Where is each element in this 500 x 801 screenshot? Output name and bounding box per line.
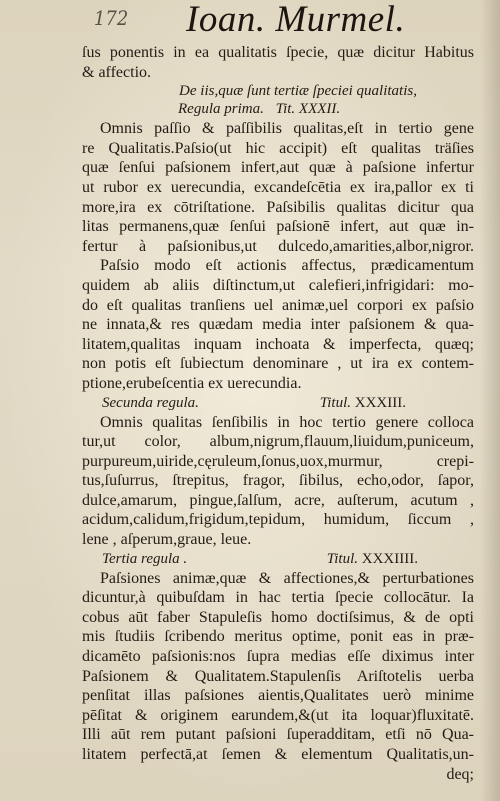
text-line: Omnis qualitas ſenſibilis in hoc tertio genere colloca — [100, 413, 474, 431]
text-line: tur,ut color, album,nigrum,flauum,liuidum,puniceum, — [82, 433, 474, 451]
text-line: purpureum,uiride,cęruleum,ſonus,uox,murmur, crepi- — [82, 452, 474, 470]
text-line: Paſsio modo eſt actionis affectus, prædicamentum — [100, 257, 474, 275]
rule-heading — [82, 550, 474, 569]
text-line: ſus ponentis in ea qualitatis ſpecie, quæ dicitur Habitus — [82, 44, 474, 61]
running-head: Ioan. Murmel. — [186, 0, 406, 40]
text-line: fertur à paſsionibus,ut dulcedo,amarities,albor,nigror. — [82, 237, 474, 255]
text-line: Omnis paſſio & paſſibilis qualitas,eſt in tertio gene — [100, 120, 474, 138]
text-line: Paſsionem & Qualitatem.Stapulenſis Ariſtotelis uerba — [82, 667, 474, 685]
text-line: quidem ab aliis diſtinctum,ut calefieri,infrigidari: mo- — [82, 276, 474, 294]
text-line: lene , aſperum,graue, leue. — [82, 531, 252, 549]
text-line: ne innata,& res quædam media inter paſsionem & qua- — [82, 316, 474, 334]
titulus-number: Titul. XXXIII. — [319, 394, 406, 411]
text-line: tus,ſuſurrus, ſtrepitus, fragor, ſibilus, echo,odor, ſapor, — [82, 472, 474, 490]
page-number: 172 — [93, 6, 129, 30]
section-heading: De iis,quæ ſunt tertiæ ſpeciei qualitatis, — [179, 83, 417, 100]
rule-label: Tertia regula . — [102, 550, 188, 567]
text-line: dicamēto paſsionis:nos ſupra medias eſſe diximus inter — [82, 648, 474, 666]
text-line: litatem perfectā,at ſemen & elementum Qualitatis,un- — [82, 746, 474, 763]
text-line: Illi aūt rem putant paſsioni ſuperadditam, etſi nō Qua- — [82, 726, 474, 744]
rule-heading — [82, 394, 474, 413]
text-line: more,ira ex cōtriſtatione. Paſsibilis qualitas dicitur qua — [82, 198, 474, 216]
text-line: ut rubor ex uerecundia, excandeſcētia ex ira,pallor ex ti — [82, 178, 474, 196]
text-line: re Qualitatis.Paſsio(ut hic accipit) eſt qualitas träſies — [82, 139, 474, 157]
text-line: litatem,qualitas inquam inchoata & imperfecta, quæq; — [82, 335, 474, 353]
text-line: acidum,calidum,frigidum,tepidum, humidum, ſiccum , — [82, 511, 474, 529]
catchword: deq; — [446, 765, 474, 783]
rule-label: Regula prima. — [178, 101, 264, 118]
text-line: do eſt qualitas tranſiens uel animæ,uel corpori ex paſsio — [82, 296, 474, 314]
text-line: cobus aūt faber Stapuleſis homo doctiſsimus, & de opti — [82, 608, 474, 626]
text-line: dulce,amarum, pingue,ſalſum, acre, auſterum, acutum , — [82, 491, 474, 509]
text-line: & affectio. — [82, 63, 152, 81]
text-line: ptione,erubeſcentia ex uerecundia. — [82, 374, 302, 392]
text-line: non potis eſt ſubiectum denominare , ut ira ex contem- — [82, 355, 474, 373]
rule-heading — [82, 100, 474, 119]
titulus-number: Titul. XXXIIII. — [326, 550, 418, 567]
text-line: quæ ſenſui paſsionem infert,aut quæ à paſsione infertur — [82, 159, 474, 177]
text-line: dicuntur,à quibuſdam in hac tertia ſpecie collocātur. Ia — [82, 589, 474, 607]
text-line: penſitat illas paſsiones aientis,Qualitates uerò minime — [82, 687, 474, 705]
rule-label: Secunda regula. — [102, 394, 199, 411]
text-line: litas permanens,quæ ſenſui paſsionē infert, aut quæ in- — [82, 218, 474, 236]
text-line: mis ſtudiis ſcribendo meritus optime, ponit eas in præ- — [82, 628, 474, 646]
text-line: Paſsiones animæ,quæ & affectiones,& perturbationes — [100, 569, 474, 587]
text-line: pēſitat & originem earundem,&(ut ita loquar)fluxitatē. — [82, 706, 474, 724]
text-block — [82, 43, 474, 784]
titulus-number: Tit. XXXII. — [275, 101, 341, 118]
page-edge-shadow — [480, 0, 500, 801]
